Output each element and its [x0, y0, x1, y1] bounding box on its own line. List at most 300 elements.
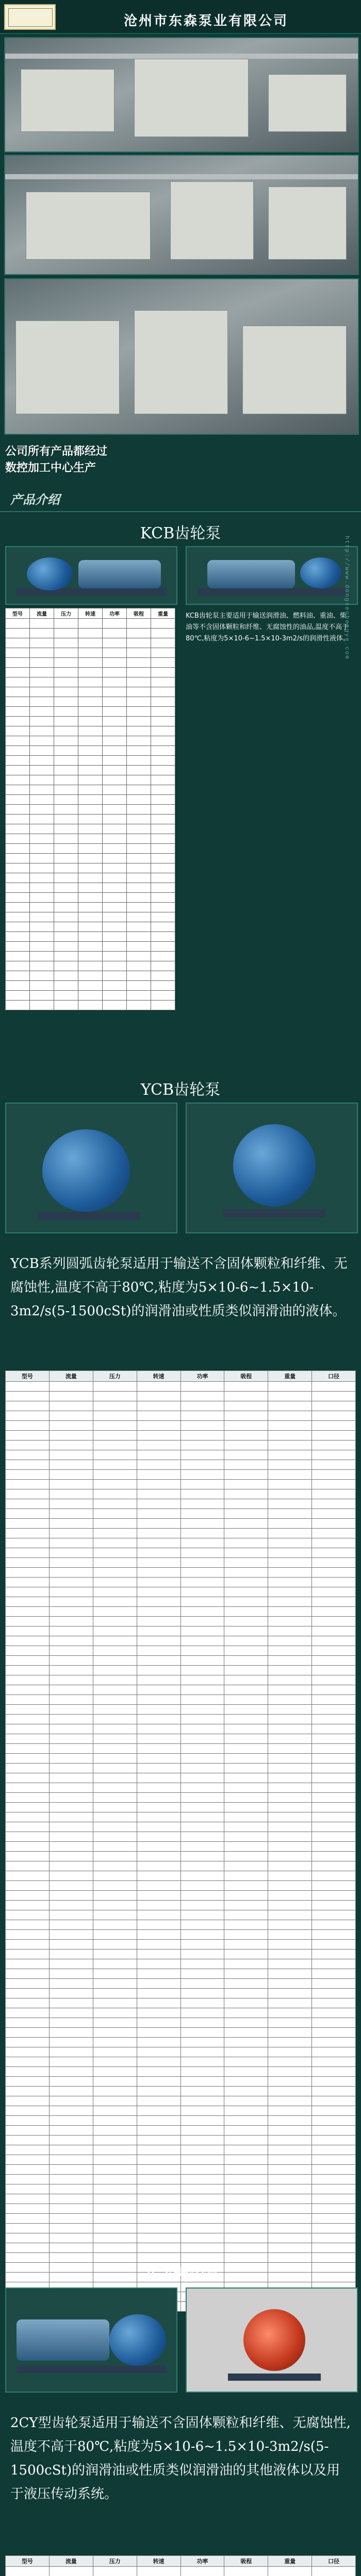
- table-row: [6, 1568, 356, 1578]
- table-cell: [312, 2145, 356, 2155]
- table-cell: [151, 952, 175, 961]
- table-cell: [93, 1587, 137, 1597]
- table-cell: [103, 912, 127, 922]
- table-row: [6, 1489, 356, 1499]
- table-cell: [93, 1724, 137, 1734]
- table-cell: [312, 1724, 356, 1734]
- table-cell: [78, 619, 103, 629]
- table-cell: [30, 932, 54, 942]
- table-cell: [137, 1558, 180, 1568]
- table-cell: [224, 1910, 268, 1920]
- table-cell: [93, 1480, 137, 1489]
- table-cell: [93, 1460, 137, 1470]
- table-row: [6, 629, 175, 638]
- table-cell: [180, 1470, 224, 1480]
- table-cell: [268, 1822, 312, 1832]
- table-cell: [6, 1754, 50, 1764]
- table-cell: [268, 1891, 312, 1901]
- table-cell: [268, 1685, 312, 1695]
- table-cell: [180, 2136, 224, 2145]
- table-cell: [93, 1450, 137, 1460]
- table-row: [6, 2165, 356, 2175]
- table-cell: [6, 2136, 50, 2145]
- table-cell: [312, 2096, 356, 2106]
- table-cell: [312, 1783, 356, 1793]
- table-cell: [312, 2194, 356, 2204]
- table-cell: [127, 687, 151, 697]
- table-cell: [312, 1871, 356, 1881]
- table-cell: [151, 717, 175, 726]
- table-cell: [6, 677, 30, 687]
- table-cell: [103, 658, 127, 668]
- table-cell: [137, 1597, 180, 1607]
- table-cell: [6, 1842, 50, 1852]
- table-cell: [224, 1832, 268, 1842]
- table-cell: [224, 1940, 268, 1950]
- factory-photo-3: [4, 278, 359, 435]
- table-cell: [49, 2175, 93, 2184]
- table-cell: [93, 1636, 137, 1646]
- table-row: [6, 1754, 356, 1764]
- table-cell: [224, 1920, 268, 1930]
- table-cell: [151, 932, 175, 942]
- table-cell: [268, 1773, 312, 1783]
- table-row: [6, 2136, 356, 2145]
- table-cell: [6, 2047, 50, 2057]
- table-cell: [6, 2214, 50, 2224]
- table-cell: [49, 2126, 93, 2136]
- table-cell: [78, 873, 103, 883]
- table-cell: [103, 873, 127, 883]
- table-cell: [49, 1440, 93, 1450]
- table-cell: [6, 912, 30, 922]
- table-row: [6, 619, 175, 629]
- table-cell: [49, 2253, 93, 2263]
- table-cell: [268, 1852, 312, 1861]
- table-cell: [49, 2106, 93, 2116]
- table-cell: [268, 1793, 312, 1803]
- table-cell: [93, 1861, 137, 1871]
- table-header-cell: 流量: [30, 608, 54, 619]
- table-cell: [137, 1666, 180, 1675]
- table-cell: [6, 707, 30, 717]
- table-cell: [137, 1411, 180, 1421]
- table-cell: [6, 2077, 50, 2087]
- table-cell: [6, 1930, 50, 1940]
- table-row: [6, 2184, 356, 2194]
- table-cell: [137, 1538, 180, 1548]
- table-cell: [151, 893, 175, 903]
- table-cell: [6, 2233, 50, 2243]
- table-cell: [312, 1617, 356, 1626]
- table-cell: [6, 1852, 50, 1861]
- table-cell: [268, 1558, 312, 1568]
- table-cell: [103, 815, 127, 824]
- table-cell: [224, 1822, 268, 1832]
- table-cell: [93, 1950, 137, 1959]
- table-cell: [103, 668, 127, 677]
- table-cell: [224, 1803, 268, 1812]
- table-cell: [268, 1392, 312, 1401]
- table-cell: [312, 1666, 356, 1675]
- table-cell: [224, 1881, 268, 1891]
- table-cell: [6, 1822, 50, 1832]
- table-cell: [180, 2175, 224, 2184]
- table-cell: [180, 1920, 224, 1930]
- table-cell: [49, 1450, 93, 1460]
- table-cell: [180, 2077, 224, 2087]
- table-cell: [180, 1832, 224, 1842]
- table-cell: [30, 775, 54, 785]
- table-cell: [103, 619, 127, 629]
- table-cell: [54, 756, 78, 766]
- table-cell: [93, 2087, 137, 2096]
- table-cell: [180, 1558, 224, 1568]
- table-cell: [224, 1509, 268, 1519]
- table-cell: [312, 1881, 356, 1891]
- table-cell: [103, 903, 127, 912]
- table-cell: [224, 1431, 268, 1440]
- table-cell: [49, 1538, 93, 1548]
- table-row: [6, 815, 175, 824]
- table-cell: [180, 1803, 224, 1812]
- table-cell: [137, 1548, 180, 1558]
- table-row: [6, 1626, 356, 1636]
- table-cell: [268, 1920, 312, 1930]
- table-cell: [78, 815, 103, 824]
- table-cell: [137, 1969, 180, 1979]
- table-cell: [6, 883, 30, 893]
- table-cell: [6, 2165, 50, 2175]
- table-cell: [49, 1499, 93, 1509]
- table-cell: [93, 2243, 137, 2253]
- table-cell: [224, 2038, 268, 2047]
- table-cell: [103, 961, 127, 971]
- table-cell: [6, 1548, 50, 1558]
- table-cell: [49, 2087, 93, 2096]
- table-cell: [6, 1920, 50, 1930]
- table-cell: [137, 1959, 180, 1969]
- table-cell: [54, 629, 78, 638]
- table-row: [6, 922, 175, 932]
- table-row: [6, 805, 175, 815]
- table-cell: [30, 1001, 54, 1010]
- table-cell: [78, 893, 103, 903]
- table-cell: [49, 2047, 93, 2057]
- table-cell: [312, 1607, 356, 1617]
- table-row: [6, 1431, 356, 1440]
- table-cell: [180, 1812, 224, 1822]
- table-row: [6, 2175, 356, 2184]
- table-cell: [180, 2028, 224, 2038]
- table-cell: [103, 736, 127, 746]
- table-cell: [268, 1871, 312, 1881]
- ycb-photo-2: [186, 1103, 358, 1233]
- table-cell: [6, 2018, 50, 2028]
- table-cell: [312, 1959, 356, 1969]
- table-cell: [49, 1764, 93, 1773]
- table-cell: [93, 1930, 137, 1940]
- cy-photo-2: [186, 2287, 358, 2393]
- table-row: [6, 1587, 356, 1597]
- table-cell: [180, 2155, 224, 2165]
- table-cell: [312, 1793, 356, 1803]
- table-row: [6, 1675, 356, 1685]
- table-cell: [137, 2136, 180, 2145]
- table-cell: [6, 873, 30, 883]
- table-cell: [49, 2077, 93, 2087]
- table-cell: [312, 1509, 356, 1519]
- table-cell: [180, 1587, 224, 1597]
- table-row: [6, 1822, 356, 1832]
- table-cell: [137, 1803, 180, 1812]
- table-cell: [6, 1558, 50, 1568]
- ycb-photo-1: [5, 1103, 177, 1233]
- table-row: [6, 2077, 356, 2087]
- table-cell: [224, 2165, 268, 2175]
- table-cell: [6, 1578, 50, 1587]
- table-cell: [93, 1705, 137, 1715]
- table-cell: [180, 1715, 224, 1724]
- table-cell: [6, 1597, 50, 1607]
- table-cell: [137, 2224, 180, 2233]
- table-header-row: [6, 608, 175, 619]
- table-row: [6, 1392, 356, 1401]
- table-cell: [127, 629, 151, 638]
- table-cell: [49, 1382, 93, 1392]
- table-cell: [312, 1842, 356, 1852]
- table-row: [6, 1558, 356, 1568]
- table-cell: [312, 2047, 356, 2057]
- table-cell: [6, 805, 30, 815]
- table-cell: [6, 668, 30, 677]
- table-cell: [78, 883, 103, 893]
- table-cell: [268, 1411, 312, 1421]
- table-row: [6, 1998, 356, 2008]
- table-cell: [6, 1901, 50, 1910]
- table-row: [6, 2243, 356, 2253]
- table-row: [6, 2145, 356, 2155]
- table-cell: [49, 1803, 93, 1812]
- table-cell: [180, 2224, 224, 2233]
- table-cell: [6, 2028, 50, 2038]
- table-cell: [78, 863, 103, 873]
- table-cell: [93, 1548, 137, 1558]
- table-cell: [6, 1998, 50, 2008]
- table-cell: [224, 2204, 268, 2214]
- table-cell: [180, 1538, 224, 1548]
- table-cell: [312, 1421, 356, 1431]
- table-cell: [224, 1793, 268, 1803]
- table-cell: [312, 2028, 356, 2038]
- table-cell: [6, 1861, 50, 1871]
- table-header-cell: 吸程: [224, 2556, 268, 2567]
- table-cell: [312, 1969, 356, 1979]
- table-cell: [137, 1891, 180, 1901]
- table-cell: [6, 1470, 50, 1480]
- table-cell: [180, 1959, 224, 1969]
- table-row: [6, 1607, 356, 1617]
- table-cell: [151, 707, 175, 717]
- table-cell: [6, 1695, 50, 1705]
- table-row: [6, 1382, 356, 1392]
- table-cell: [93, 1499, 137, 1509]
- table-cell: [268, 2096, 312, 2106]
- table-cell: [180, 1744, 224, 1754]
- table-cell: [224, 1538, 268, 1548]
- table-header-cell: 压力: [54, 608, 78, 619]
- table-cell: [268, 1910, 312, 1920]
- table-cell: [224, 1382, 268, 1392]
- table-cell: [137, 1705, 180, 1715]
- table-cell: [268, 2008, 312, 2018]
- table-cell: [78, 677, 103, 687]
- table-cell: [93, 1597, 137, 1607]
- table-cell: [224, 2087, 268, 2096]
- table-header-cell: 型号: [6, 1371, 50, 1382]
- table-row: [6, 1499, 356, 1509]
- table-cell: [93, 1715, 137, 1724]
- table-cell: [137, 1382, 180, 1392]
- table-cell: [137, 1832, 180, 1842]
- table-cell: [137, 1626, 180, 1636]
- table-cell: [224, 1842, 268, 1852]
- table-cell: [93, 1803, 137, 1812]
- table-cell: [49, 1881, 93, 1891]
- table-cell: [93, 1666, 137, 1675]
- table-row: [6, 1764, 356, 1773]
- table-cell: [137, 1519, 180, 1529]
- table-cell: [6, 1989, 50, 1998]
- table-cell: [312, 1715, 356, 1724]
- table-cell: [103, 893, 127, 903]
- table-cell: [312, 2233, 356, 2243]
- table-cell: [30, 658, 54, 668]
- table-cell: [93, 1538, 137, 1548]
- table-cell: [93, 1989, 137, 1998]
- table-cell: [6, 1489, 50, 1499]
- table-cell: [93, 1910, 137, 1920]
- table-cell: [93, 2165, 137, 2175]
- table-cell: [54, 736, 78, 746]
- table-cell: [49, 1734, 93, 1744]
- table-cell: [137, 2243, 180, 2253]
- table-row: [6, 863, 175, 873]
- table-cell: [180, 2233, 224, 2243]
- table-cell: [93, 2116, 137, 2126]
- table-cell: [93, 2106, 137, 2116]
- table-cell: [6, 795, 30, 805]
- table-cell: [6, 1959, 50, 1969]
- kcb-description: KCB齿轮泵主要适用于输送润滑油、燃料油、重油、柴油等不含固体颗粒和纤维、无腐蚀性的油品,温度不高于80℃,粘度为5×10-6~1.5×10-3m2/s的润滑性液体。: [186, 612, 350, 642]
- table-cell: [224, 1861, 268, 1871]
- table-cell: [54, 658, 78, 668]
- table-cell: [54, 863, 78, 873]
- table-cell: [224, 1950, 268, 1959]
- table-cell: [127, 815, 151, 824]
- table-cell: [93, 2224, 137, 2233]
- table-row: [6, 2096, 356, 2106]
- table-cell: [30, 815, 54, 824]
- table-cell: [49, 1607, 93, 1617]
- table-cell: [312, 1578, 356, 1587]
- table-cell: [268, 2145, 312, 2155]
- table-cell: [268, 1382, 312, 1392]
- table-cell: [224, 1460, 268, 1470]
- table-cell: [30, 766, 54, 775]
- table-cell: [137, 2155, 180, 2165]
- table-cell: [49, 2116, 93, 2126]
- table-row: [6, 1695, 356, 1705]
- table-cell: [6, 2567, 50, 2576]
- table-cell: [127, 785, 151, 795]
- table-cell: [137, 2126, 180, 2136]
- table-row: [6, 1636, 356, 1646]
- table-row: [6, 961, 175, 971]
- table-cell: [103, 697, 127, 707]
- table-cell: [137, 1509, 180, 1519]
- table-row: [6, 1705, 356, 1715]
- table-row: [6, 1734, 356, 1744]
- table-cell: [49, 1871, 93, 1881]
- table-cell: [180, 2008, 224, 2018]
- table-row: [6, 2018, 356, 2028]
- table-cell: [137, 2028, 180, 2038]
- table-cell: [103, 629, 127, 638]
- table-cell: [49, 2165, 93, 2175]
- table-cell: [6, 1666, 50, 1675]
- table-cell: [6, 687, 30, 697]
- table-cell: [103, 805, 127, 815]
- table-cell: [6, 1812, 50, 1822]
- table-cell: [151, 775, 175, 785]
- table-cell: [224, 1989, 268, 1998]
- table-row: [6, 1871, 356, 1881]
- table-cell: [6, 1617, 50, 1626]
- table-row: [6, 1411, 356, 1421]
- table-cell: [6, 961, 30, 971]
- table-cell: [49, 1705, 93, 1715]
- table-cell: [224, 1411, 268, 1421]
- table-cell: [6, 1871, 50, 1881]
- table-header-cell: 口径: [312, 1371, 356, 1382]
- table-cell: [93, 1852, 137, 1861]
- table-cell: [93, 2175, 137, 2184]
- table-cell: [151, 795, 175, 805]
- table-row: [6, 1538, 356, 1548]
- table-row: [6, 1617, 356, 1626]
- table-header-cell: 转速: [137, 1371, 180, 1382]
- table-cell: [312, 2253, 356, 2263]
- table-cell: [137, 1675, 180, 1685]
- table-cell: [103, 883, 127, 893]
- table-cell: [312, 1656, 356, 1666]
- table-cell: [49, 1548, 93, 1558]
- table-cell: [49, 1489, 93, 1499]
- table-row: [6, 834, 175, 844]
- table-cell: [54, 638, 78, 648]
- table-cell: [137, 1793, 180, 1803]
- table-cell: [268, 1666, 312, 1675]
- table-cell: [54, 893, 78, 903]
- table-cell: [137, 1715, 180, 1724]
- table-cell: [137, 1920, 180, 1930]
- table-cell: [49, 1852, 93, 1861]
- table-cell: [224, 2116, 268, 2126]
- table-cell: [151, 815, 175, 824]
- table-row: [6, 1950, 356, 1959]
- table-cell: [268, 1901, 312, 1910]
